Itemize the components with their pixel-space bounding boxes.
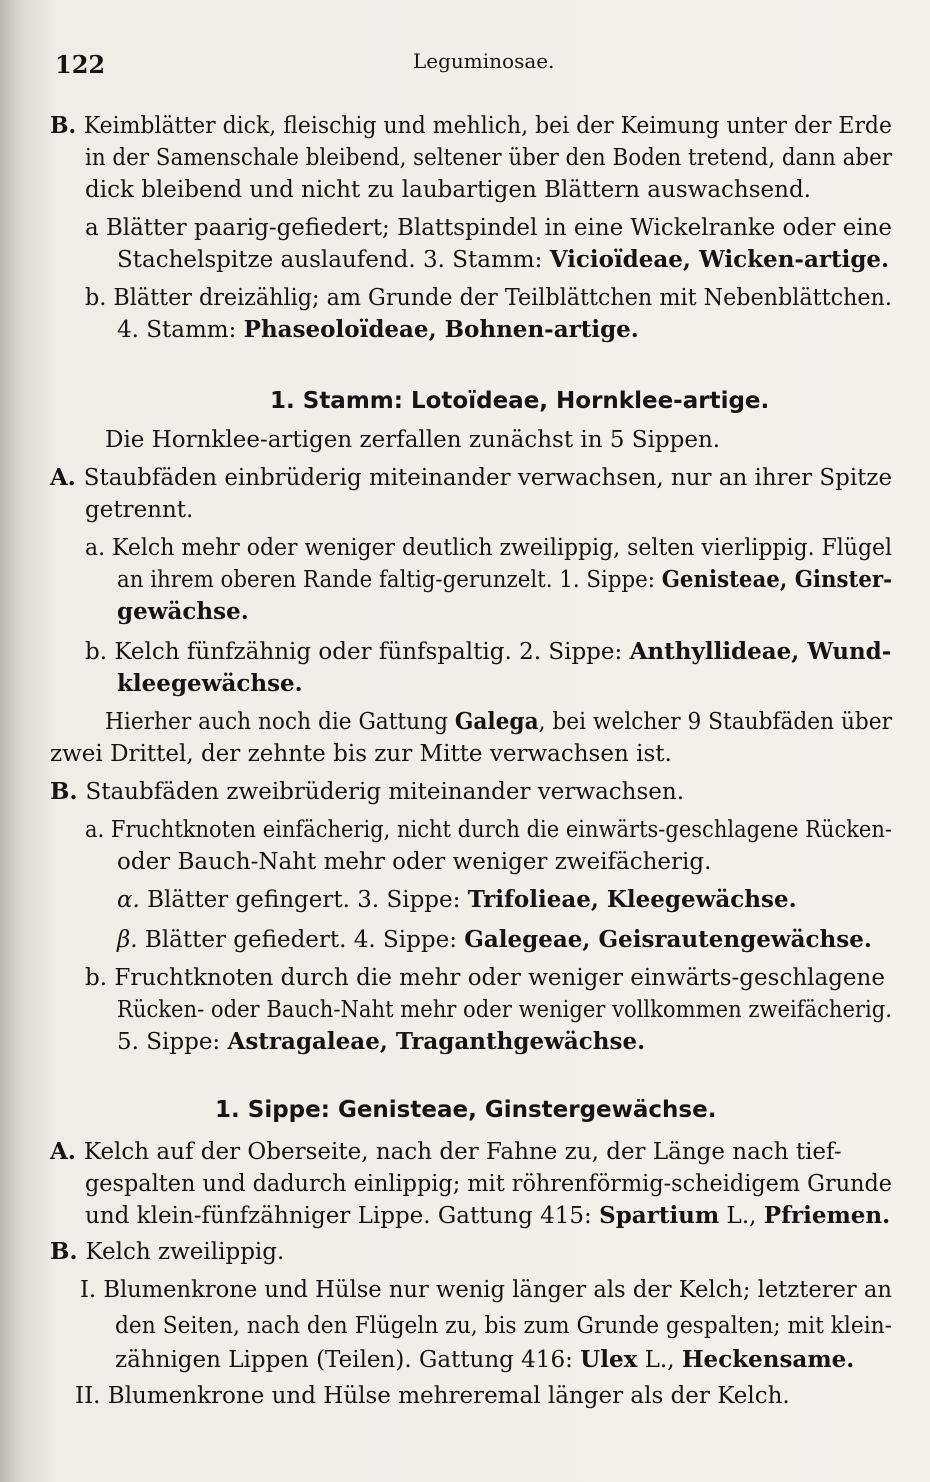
bold-term: Trifolieae, Kleegewächse. bbox=[467, 886, 797, 913]
bold-term: Phaseoloïdeae, Bohnen-artige. bbox=[243, 316, 639, 343]
text-line bbox=[117, 925, 872, 955]
text-segment: Blumenkrone und Hülse nur wenig länger als der Kelch; letzterer an bbox=[103, 1277, 892, 1303]
bold-term: Genisteae, Ginstergewächse. bbox=[337, 1097, 717, 1123]
bold-term: Ulex bbox=[580, 1346, 638, 1373]
text-segment: getrennt. bbox=[85, 497, 194, 523]
text-line bbox=[50, 1137, 842, 1167]
text-line bbox=[270, 386, 769, 416]
text-segment: Staubfäden zweibrüderig miteinander verwachsen. bbox=[85, 779, 685, 805]
text-line bbox=[105, 707, 892, 737]
bold-term: 1. Stamm: bbox=[270, 388, 411, 414]
text-segment: II. bbox=[75, 1383, 108, 1409]
text-line bbox=[85, 1169, 892, 1199]
text-segment: Kelch fünfzähnig oder fünfspaltig. 2. Sippe: bbox=[114, 639, 630, 665]
text-line bbox=[117, 885, 797, 915]
text-line bbox=[85, 495, 193, 525]
text-segment: a bbox=[85, 215, 106, 241]
text-line bbox=[50, 777, 684, 807]
text-line bbox=[117, 995, 892, 1025]
text-segment: Blätter gefingert. 3. Sippe: bbox=[147, 887, 468, 913]
running-title: Leguminosae. bbox=[413, 49, 555, 73]
text-segment: a. bbox=[85, 535, 113, 561]
text-line bbox=[80, 1275, 892, 1305]
bold-term: Pfriemen. bbox=[763, 1202, 891, 1229]
bold-term: Galegeae, Geisrautengewächse. bbox=[464, 926, 872, 953]
text-line bbox=[75, 1381, 790, 1411]
text-line bbox=[85, 143, 892, 173]
text-segment: Staubfäden einbrüderig miteinander verwachsen, nur an ihrer Spitze bbox=[83, 465, 893, 491]
text-line bbox=[50, 463, 892, 493]
text-segment: α. bbox=[117, 887, 148, 913]
text-line bbox=[85, 637, 891, 667]
bold-term: 1. Sippe: bbox=[215, 1097, 338, 1123]
text-line bbox=[117, 847, 711, 877]
text-segment: b. bbox=[85, 285, 114, 311]
text-line bbox=[115, 1311, 892, 1341]
bold-term: A. bbox=[50, 1138, 84, 1165]
text-segment: und klein-fünfzähniger Lippe. Gattung 415: bbox=[85, 1203, 600, 1229]
text-line bbox=[50, 1237, 284, 1267]
text-segment: Kelch mehr oder weniger deutlich zweilippig, selten vierlippig. Flügel bbox=[112, 535, 893, 561]
text-line bbox=[117, 597, 249, 627]
bold-term: Spartium bbox=[599, 1202, 720, 1229]
bold-term: Genisteae, Ginster- bbox=[661, 566, 892, 593]
bold-term: gewächse. bbox=[117, 598, 249, 625]
text-segment: Die Hornklee-artigen zerfallen zunächst in 5 Sippen. bbox=[105, 427, 721, 453]
bold-term: B. bbox=[50, 1238, 86, 1265]
text-line bbox=[105, 425, 720, 455]
page-number: 122 bbox=[55, 50, 106, 79]
text-segment: zwei Drittel, der zehnte bis zur Mitte verwachsen ist. bbox=[50, 741, 672, 767]
text-line bbox=[117, 315, 639, 345]
text-segment: a. bbox=[85, 817, 111, 843]
text-segment: Blätter dreizählig; am Grunde der Teilblättchen mit Nebenblättchen. bbox=[113, 285, 892, 311]
bold-term: Astragaleae, Traganthgewächse. bbox=[227, 1028, 646, 1055]
text-line bbox=[85, 533, 892, 563]
text-segment: 4. Stamm: bbox=[117, 317, 244, 343]
text-segment: β. bbox=[117, 927, 145, 953]
text-line bbox=[85, 283, 892, 313]
bold-term: Galega bbox=[454, 708, 539, 735]
text-segment: gespalten und dadurch einlippig; mit röhrenförmig-scheidigem Grunde bbox=[85, 1171, 893, 1197]
bold-term: B. bbox=[50, 112, 84, 139]
bold-term: A. bbox=[50, 464, 84, 491]
bold-term: Heckensame. bbox=[681, 1346, 855, 1373]
text-segment: 5. Sippe: bbox=[117, 1029, 228, 1055]
text-line bbox=[85, 1201, 890, 1231]
text-segment: oder Bauch-Naht mehr oder weniger zweifächerig. bbox=[117, 849, 712, 875]
text-line bbox=[50, 111, 892, 141]
text-line bbox=[85, 213, 892, 243]
text-line bbox=[85, 963, 885, 993]
text-line bbox=[215, 1095, 716, 1125]
text-segment: den Seiten, nach den Flügeln zu, bis zum Grunde gespalten; mit klein- bbox=[115, 1313, 893, 1339]
text-segment: L., bbox=[719, 1203, 764, 1229]
text-segment: Stachelspitze auslaufend. 3. Stamm: bbox=[117, 247, 550, 273]
text-segment: zähnigen Lippen (Teilen). Gattung 416: bbox=[115, 1347, 581, 1373]
text-segment: in der Samenschale bleibend, seltener über den Boden tretend, dann aber bbox=[85, 145, 892, 171]
text-line bbox=[117, 565, 892, 595]
text-line bbox=[50, 739, 672, 769]
text-line bbox=[117, 245, 889, 275]
text-segment: b. bbox=[85, 965, 115, 991]
text-line bbox=[115, 1345, 854, 1375]
text-segment: dick bleibend und nicht zu laubartigen Blättern auswachsend. bbox=[85, 177, 811, 203]
text-segment: Blumenkrone und Hülse mehreremal länger als der Kelch. bbox=[107, 1383, 790, 1409]
text-segment: L., bbox=[637, 1347, 682, 1373]
text-segment: Rücken- oder Bauch-Naht mehr oder weniger vollkommen zweifächerig. bbox=[117, 997, 892, 1023]
text-segment: Kelch zweilippig. bbox=[85, 1239, 285, 1265]
bold-term: Vicioïdeae, Wicken-artige. bbox=[549, 246, 890, 273]
text-segment: Keimblätter dick, fleischig und mehlich, bei der Keimung unter der Erde bbox=[83, 113, 892, 139]
text-segment: Blätter gefiedert. 4. Sippe: bbox=[144, 927, 465, 953]
text-segment: I. bbox=[80, 1277, 104, 1303]
text-line bbox=[85, 175, 811, 205]
text-line bbox=[117, 1027, 645, 1057]
bold-term: B. bbox=[50, 778, 86, 805]
text-segment: Kelch auf der Oberseite, nach der Fahne zu, der Länge nach tief- bbox=[83, 1139, 842, 1165]
text-segment: Fruchtknoten einfächerig, nicht durch die einwärts-geschlagene Rücken- bbox=[110, 817, 892, 843]
bold-term: Lotoïdeae, Hornklee-artige. bbox=[410, 388, 770, 414]
text-segment: Blätter paarig-gefiedert; Blattspindel in eine Wickelranke oder eine bbox=[105, 215, 892, 241]
text-line bbox=[85, 815, 892, 845]
text-segment: b. bbox=[85, 639, 115, 665]
text-line bbox=[117, 669, 303, 699]
text-segment: , bei welcher 9 Staubfäden über bbox=[538, 709, 893, 735]
bold-term: Anthyllideae, Wund- bbox=[629, 638, 892, 665]
text-segment: Hierher auch noch die Gattung bbox=[105, 709, 455, 735]
text-segment: Fruchtknoten durch die mehr oder weniger einwärts-geschlagene bbox=[114, 965, 885, 991]
text-segment: an ihrem oberen Rande faltig-gerunzelt. 1. Sippe: bbox=[117, 567, 662, 593]
bold-term: kleegewächse. bbox=[117, 670, 303, 697]
